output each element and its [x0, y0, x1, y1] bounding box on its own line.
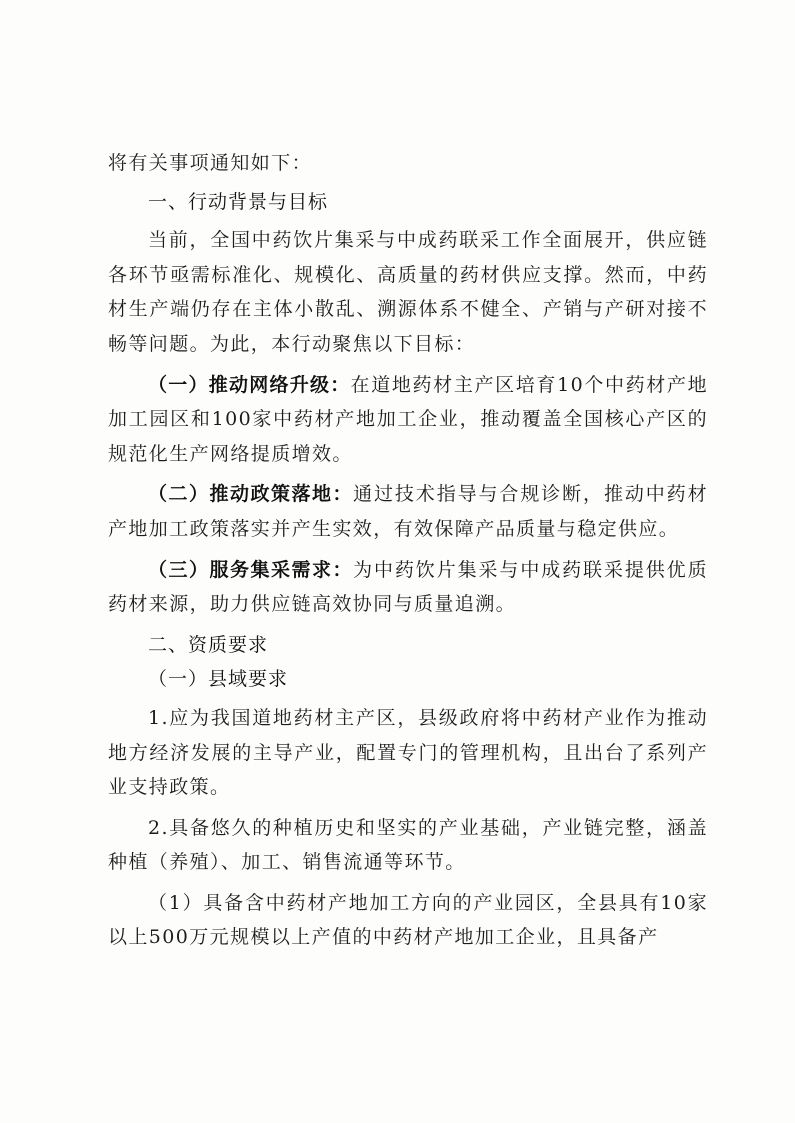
section-2-heading: 二、资质要求	[148, 633, 269, 656]
requirement-2-paragraph: 2.具备悠久的种植历史和坚实的产业基础，产业链完整，涵盖种植（养殖）、加工、销售流通等环节。	[108, 816, 708, 874]
goal-3-label: （三）服务集采需求：	[148, 558, 354, 581]
requirement-2-1-paragraph: （1）具备含中药材产地加工方向的产业园区，全县具有10家以上500万元规模以上产值的中药材产地加工企业，且具备产	[108, 891, 708, 949]
goal-3-text: 为中药饮片集采与中成药联采提供优质药材来源，助力供应链高效协同与质量追溯。	[108, 558, 708, 616]
goal-1-label: （一）推动网络升级：	[148, 373, 351, 396]
goal-1-paragraph	[108, 368, 708, 472]
section-1-paragraph: 当前，全国中药饮片集采与中成药联采工作全面展开，供应链各环节亟需标准化、规模化、高质量的药材供应支撑。然而，中药材生产端仍存在主体小散乱、溯源体系不健全、产销与产研对接不畅等问题。为此，本行动聚焦以下目标：	[108, 229, 708, 355]
goal-2-text: 通过技术指导与合规诊断，推动中药材产地加工政策落实并产生实效，有效保障产品质量与稳定供应。	[108, 483, 708, 540]
goal-2-paragraph	[108, 477, 708, 546]
section-1-heading: 一、行动背景与目标	[148, 190, 329, 213]
document-body	[108, 146, 708, 955]
intro-line: 将有关事项通知如下：	[108, 152, 313, 174]
goal-1-text: 在道地药材主产区培育10个中药材产地加工园区和100家中药材产地加工企业，推动覆盖全国核心产区的规范化生产网络提质增效。	[108, 373, 708, 465]
requirement-1-paragraph: 1.应为我国道地药材主产区，县级政府将中药材产业作为推动地方经济发展的主导产业，配置专门的管理机构，且出台了系列产业支持政策。	[108, 706, 708, 799]
section-2-sub1-heading: （一）县域要求	[148, 668, 289, 691]
goal-3-paragraph	[108, 553, 708, 622]
goal-2-label: （二）推动政策落地：	[148, 483, 354, 506]
